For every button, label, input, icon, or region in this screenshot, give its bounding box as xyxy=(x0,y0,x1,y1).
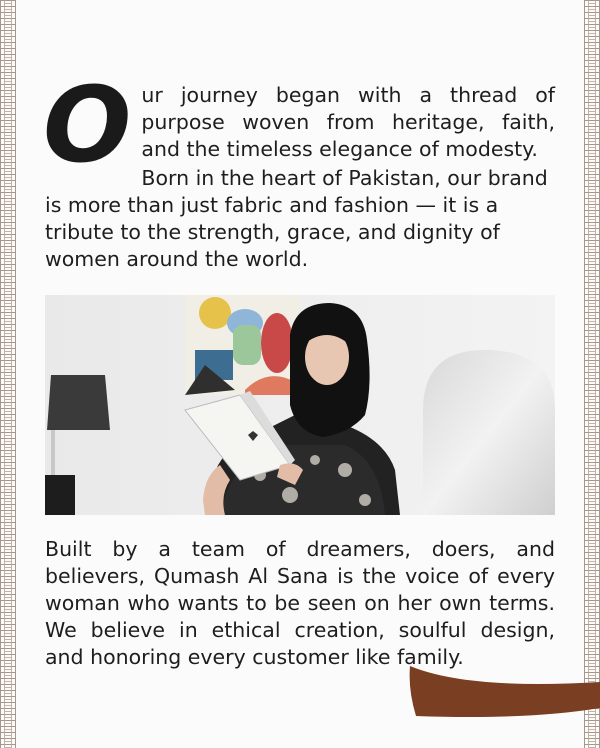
woman-reading-photo xyxy=(45,295,555,515)
decorative-border-left xyxy=(0,0,16,748)
intro-first-lines xyxy=(43,64,555,186)
intro-paragraph xyxy=(43,64,555,273)
brown-brush-stroke xyxy=(408,660,600,720)
decorative-border-right xyxy=(584,0,600,748)
arched-mirror xyxy=(423,350,555,515)
closing-paragraph: Built by a team of dreamers, doers, and believers, Qumash Al Sana is the voice of every woman who wants to be seen on her own terms. We believe in ethical creation, soulful design, and honoring every customer like family. xyxy=(45,537,555,669)
wall-painting xyxy=(185,295,300,395)
intro-first-text: ur journey began with a thread of purpose woven from heritage, faith, and the timeless elegance of modesty. xyxy=(141,83,555,161)
intro-rest-text: Born in the heart of Pakistan, our brand is more than just fabric and fashion — it is a tribute to the strength, grace, and dignity of women around the world. xyxy=(45,166,548,271)
drop-cap-letter: O xyxy=(43,64,132,186)
